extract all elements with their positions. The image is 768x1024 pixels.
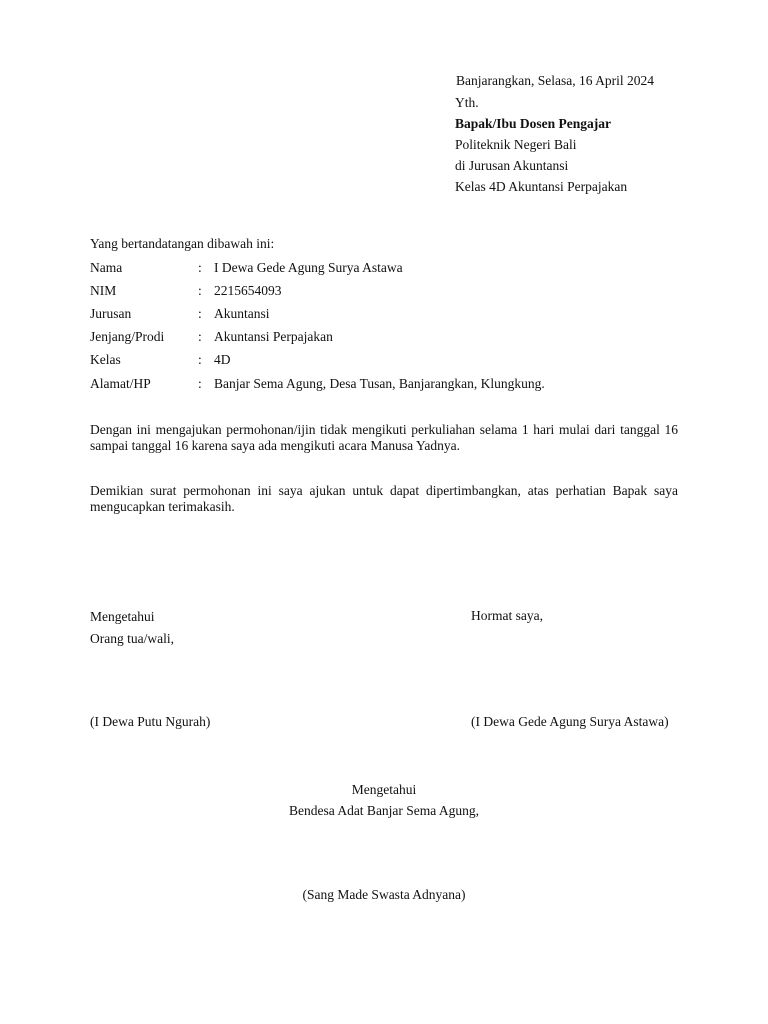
left-sign-role: Orang tua/wali, xyxy=(90,631,174,646)
identity-separator: : xyxy=(198,306,202,321)
request-paragraph: Dengan ini mengajukan permohonan/ijin tidak mengikuti perkuliahan selama 1 hari mulai dari tanggal 16 sampai tanggal 16 karena saya ada mengikuti acara Manusa Yadnya. xyxy=(90,422,678,453)
place-date: Banjarangkan, Selasa, 16 April 2024 xyxy=(456,73,654,88)
identity-label: Kelas xyxy=(90,352,121,367)
intro-text: Yang bertandatangan dibawah ini: xyxy=(90,236,275,251)
center-sign-heading: Mengetahui xyxy=(351,782,417,797)
institution: Politeknik Negeri Bali xyxy=(455,137,577,152)
right-sign-heading: Hormat saya, xyxy=(471,608,543,623)
identity-label: Nama xyxy=(90,260,123,275)
identity-value: Banjar Sema Agung, Desa Tusan, Banjarangkan, Klungkung. xyxy=(214,376,545,391)
identity-value: 4D xyxy=(214,352,231,367)
center-sign-role: Bendesa Adat Banjar Sema Agung, xyxy=(288,803,480,818)
recipient: Bapak/Ibu Dosen Pengajar xyxy=(455,116,612,131)
identity-value: Akuntansi xyxy=(214,306,270,321)
identity-value: Akuntansi Perpajakan xyxy=(214,329,333,344)
left-sign-heading: Mengetahui xyxy=(90,609,155,624)
identity-separator: : xyxy=(198,352,202,367)
center-sign-name: (Sang Made Swasta Adnyana) xyxy=(302,887,466,902)
identity-label: Alamat/HP xyxy=(90,376,151,391)
identity-separator: : xyxy=(198,260,202,275)
class-line: Kelas 4D Akuntansi Perpajakan xyxy=(455,179,628,194)
department: di Jurusan Akuntansi xyxy=(455,158,569,173)
right-sign-name: (I Dewa Gede Agung Surya Astawa) xyxy=(471,714,669,729)
identity-value: I Dewa Gede Agung Surya Astawa xyxy=(214,260,403,275)
left-sign-name: (I Dewa Putu Ngurah) xyxy=(90,714,211,729)
identity-separator: : xyxy=(198,283,202,298)
identity-separator: : xyxy=(198,329,202,344)
identity-value: 2215654093 xyxy=(214,283,282,298)
yth-label: Yth. xyxy=(455,95,479,110)
closing-paragraph: Demikian surat permohonan ini saya ajukan untuk dapat dipertimbangkan, atas perhatian Bapak saya mengucapkan terimakasih. xyxy=(90,483,678,514)
identity-label: Jurusan xyxy=(90,306,132,321)
identity-separator: : xyxy=(198,376,202,391)
identity-label: Jenjang/Prodi xyxy=(90,329,165,344)
identity-label: NIM xyxy=(90,283,117,298)
